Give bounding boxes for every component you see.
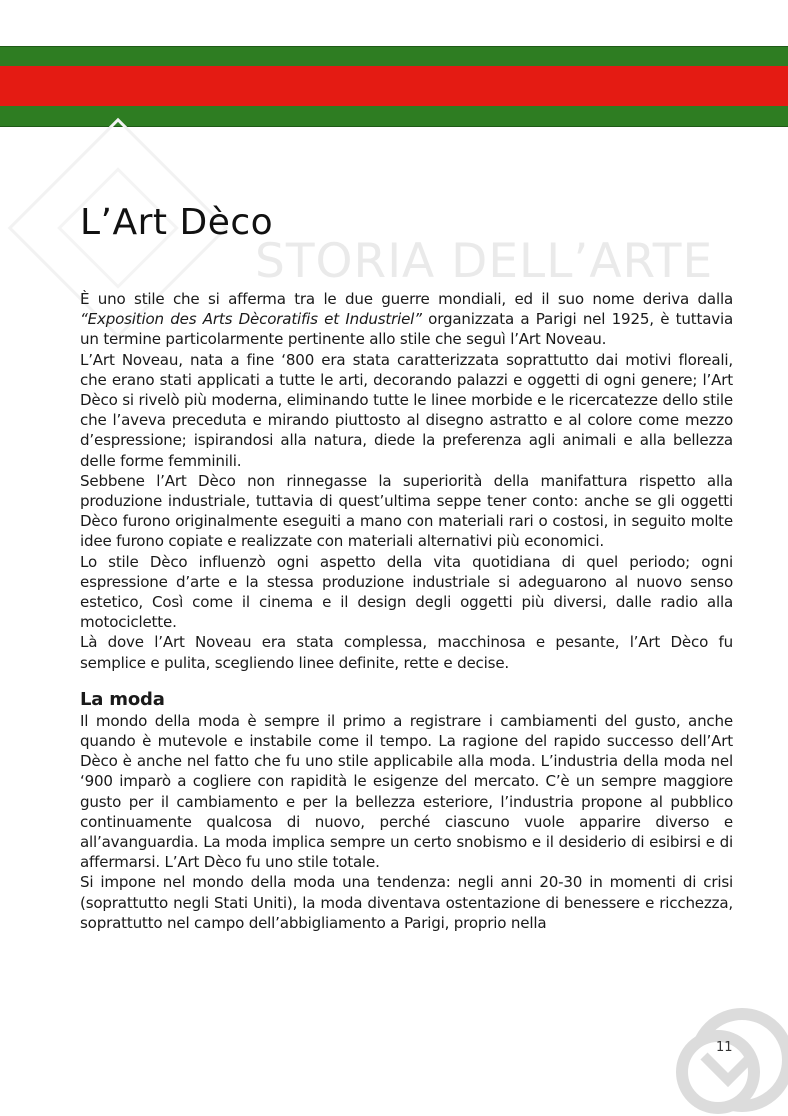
page-number: 11 — [716, 1040, 733, 1055]
page-title: L’Art Dèco — [80, 202, 274, 244]
header-band-red — [0, 66, 788, 106]
circular-arrows-logo-icon — [668, 996, 788, 1116]
section-heading-moda: La moda — [80, 688, 165, 710]
article-body — [80, 289, 733, 933]
paragraph — [80, 289, 733, 350]
header-band-green-top — [0, 46, 788, 67]
paragraph: Lo stile Dèco influenzò ogni aspetto della vita quotidiana di quel periodo; ogni espressione d’arte e la stessa produzione industriale si adeguarono al nuovo senso estetico, Così come il cinema e il design degli oggetti più diversi, dalle radio alla motociclette. — [80, 552, 733, 632]
paragraph: L’Art Noveau, nata a fine ‘800 era stata caratterizzata soprattutto dai motivi floreali, che erano stati applicati a tutte le arti, decorando palazzi e oggetti di ogni genere; l’Art Dèco si rivelò più moderna, eliminando tutte le linee morbide e le ricercatezze dello stile che l’aveva preceduta e mirando piuttosto al disegno astratto e al colore come mezzo d’espressione; ispirandosi alla natura, diede la preferenza agli animali e alla bellezza delle forme femminili. — [80, 350, 733, 470]
section-watermark-title: STORIA DELL’ARTE — [255, 234, 714, 289]
paragraph: Si impone nel mondo della moda una tendenza: negli anni 20-30 in momenti di crisi (soprattutto negli Stati Uniti), la moda diventava ostentazione di benessere e ricchezza, soprattutto nel campo dell’abbigliamento a Parigi, proprio nella — [80, 873, 733, 932]
exposition-title: “Exposition des Arts Dècoratifis et Industriel” — [80, 310, 422, 329]
paragraph: Il mondo della moda è sempre il primo a registrare i cambiamenti del gusto, anche quando è mutevole e instabile come il tempo. La ragione del rapido successo dell’Art Dèco è anche nel fatto che fu uno stile applicabile alla moda. L’industria della moda nel ‘900 imparò a cogliere con rapidità le esigenze del mercato. C’è un sempre maggiore gusto per il cambiamento e per la bellezza esteriore, l’industria propone al pubblico continuamente qualcosa di nuovo, perché ciascuno vuole apparire diverso e all’avanguardia. La moda implica sempre un certo snobismo e il desiderio di esibirsi e di affermarsi. L’Art Dèco fu uno stile totale. — [80, 711, 733, 872]
paragraph: Sebbene l’Art Dèco non rinnegasse la superiorità della manifattura rispetto alla produzione industriale, tuttavia di quest’ultima seppe tener conto: anche se gli oggetti Dèco furono originalmente eseguiti a mano con materiali rari o costosi, in seguito molte idee furono copiate e realizzate con materiali alternativi più economici. — [80, 471, 733, 551]
paragraph-text: È uno stile che si afferma tra le due guerre mondiali, ed il suo nome deriva dalla — [80, 290, 733, 308]
paragraph-text: organizzata a Parigi nel 1925, è tuttavia un termine particolarmente pertinente allo stile che seguì l’Art Noveau. — [80, 310, 734, 349]
paragraph: Là dove l’Art Noveau era stata complessa, macchinosa e pesante, l’Art Dèco fu semplice e pulita, scegliendo linee definite, rette e decise. — [80, 633, 733, 672]
